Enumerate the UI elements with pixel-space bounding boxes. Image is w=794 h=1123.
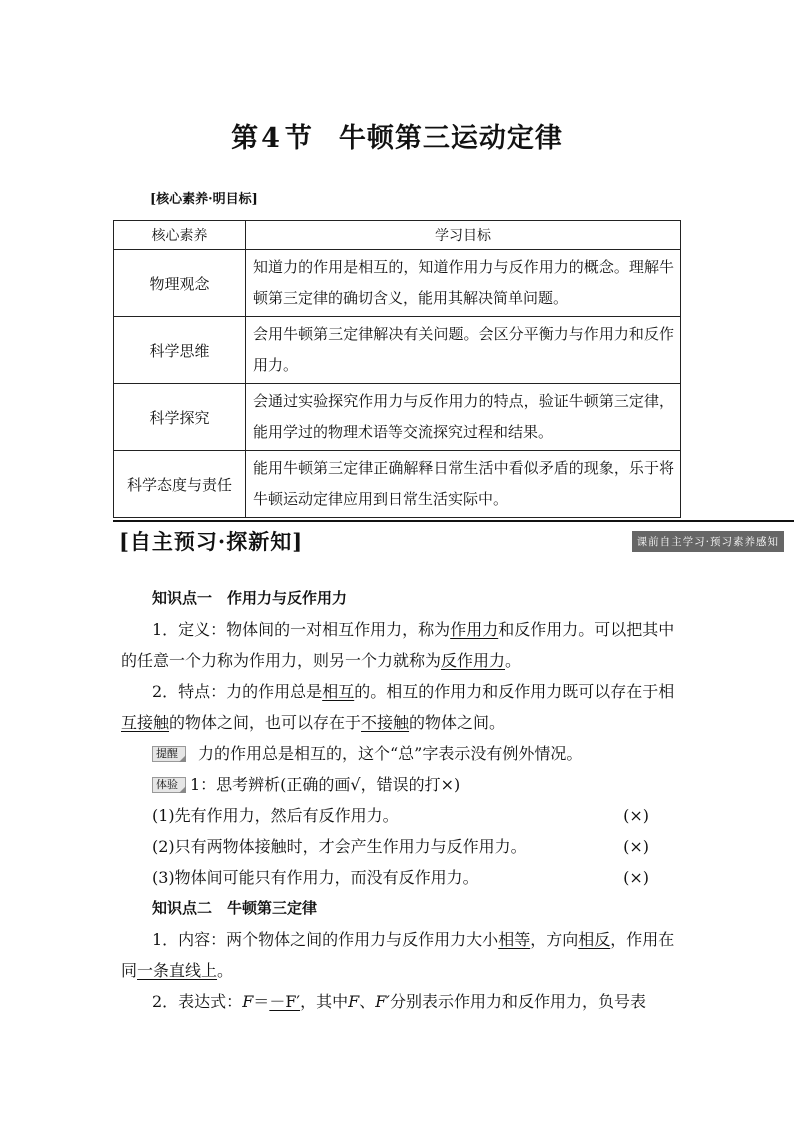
table-header-row [114,221,681,250]
hint-tag: 提醒 [152,746,186,762]
judge-item: (1)先有作用力，然后有反作用力。 (×) [121,800,679,831]
answer-underline: 相反 [578,930,611,949]
title-prefix: 第 [231,123,260,154]
table-cell-value: 能用牛顿第三定律正确解释日常生活中看似矛盾的现象，乐于将牛顿运动定律应用到日常生活实际中。 [246,451,681,518]
title-number: 4 [261,123,281,154]
answer-underline: －F′ [269,992,301,1011]
answer-underline: 不接触 [361,713,410,732]
body-content [121,583,679,1017]
table-row [114,317,681,384]
kp1-definition: 1．定义：物体间的一对相互作用力，称为作用力和反作用力。可以把其中的任意一个力称为作用力，则另一个力就称为反作用力。 [121,620,675,670]
section-header [113,520,794,558]
answer-underline: 相互 [322,682,355,701]
judge-answer: (×) [623,837,649,856]
title-suffix: 节 [284,123,313,154]
table-cell-key: 科学态度与责任 [114,451,246,518]
kp1-title: 知识点一 作用力与反作用力 [152,589,348,607]
answer-underline: 反作用力 [441,651,506,670]
table-cell-value: 会用牛顿第三定律解决有关问题。会区分平衡力与作用力和反作用力。 [246,317,681,384]
table-header: 学习目标 [246,221,681,250]
table-row [114,384,681,451]
kp2-expression: 2．表达式：F＝－F′，其中F、F′分别表示作用力和反作用力，负号表 [152,992,646,1011]
answer-underline: 一条直线上 [137,961,218,980]
goals-table [113,220,681,518]
table-cell-key: 科学探究 [114,384,246,451]
table-row [114,451,681,518]
table-header: 核心素养 [114,221,246,250]
section-tag: 课前自主学习·预习素养感知 [632,531,784,552]
answer-underline: 互接触 [121,713,170,732]
table-cell-value: 知道力的作用是相互的，知道作用力与反作用力的概念。理解牛顿第三定律的确切含义，能用其解决简单问题。 [246,250,681,317]
experience-tag: 体验 [152,777,186,793]
answer-underline: 作用力 [450,620,499,639]
kp2-content: 1．内容：两个物体之间的作用力与反作用力大小相等，方向相反，作用在同一条直线上。 [121,930,675,980]
table-row [114,250,681,317]
table-cell-key: 物理观念 [114,250,246,317]
experience-text: 1：思考辨析(正确的画√，错误的打×) [190,775,461,794]
title-name: 牛顿第三运动定律 [338,123,563,154]
judge-item: (3)物体间可能只有作用力，而没有反作用力。 (×) [121,862,679,893]
section-title: [自主预习·探新知] [119,529,304,554]
table-cell-key: 科学思维 [114,317,246,384]
kp2-title: 知识点二 牛顿第三定律 [152,899,318,917]
answer-underline: 相等 [498,930,531,949]
core-label: [核心素养·明目标] [150,192,258,207]
judge-answer: (×) [623,806,649,825]
experience-line [121,769,679,800]
table-cell-value: 会通过实验探究作用力与反作用力的特点，验证牛顿第三定律，能用学过的物理术语等交流探究过程和结果。 [246,384,681,451]
hint-line [121,738,679,769]
judge-answer: (×) [623,868,649,887]
kp1-feature: 2．特点：力的作用总是相互的。相互的作用力和反作用力既可以存在于相互接触的物体之间，也可以存在于不接触的物体之间。 [121,682,675,732]
hint-text: 力的作用总是相互的，这个“总”字表示没有例外情况。 [198,744,583,763]
judge-item: (2)只有两物体接触时，才会产生作用力与反作用力。 (×) [121,831,679,862]
page-title [0,116,794,155]
